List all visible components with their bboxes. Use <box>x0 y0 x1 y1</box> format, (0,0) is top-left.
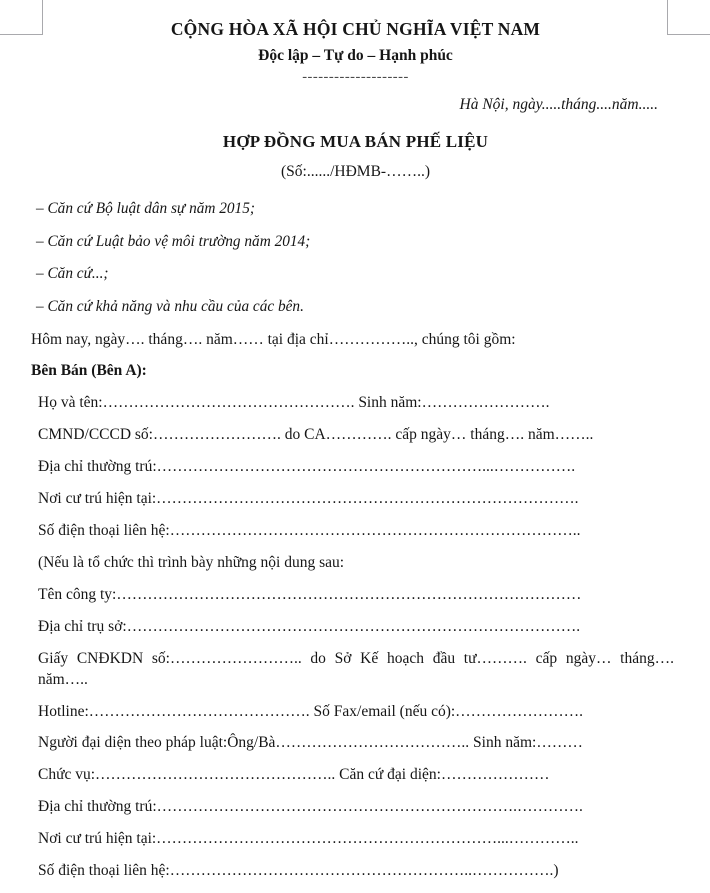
legal-basis-item: – Căn cứ Bộ luật dân sự năm 2015; <box>36 199 255 217</box>
intro-paragraph: Hôm nay, ngày…. tháng…. năm…… tại địa chỉ…………….., chúng tôi gồm: <box>31 330 516 348</box>
legal-representative-field: Người đại diện theo pháp luật:Ông/Bà……………………………….. Sinh năm:……… <box>38 734 583 752</box>
seller-permanent-address-field: Địa chỉ thường trú:………………………………………………………...……………. <box>38 458 576 476</box>
seller-current-residence-field: Nơi cư trú hiện tại:………………………………………………………………………. <box>38 490 579 508</box>
legal-basis-item: – Căn cứ Luật bảo vệ môi trường năm 2014; <box>36 232 311 250</box>
title-block <box>31 131 680 183</box>
organization-note: (Nếu là tổ chức thì trình bày những nội dung sau: <box>38 553 345 571</box>
seller-full-name-field: Họ và tên:…………………………………………. Sinh năm:……………………. <box>38 394 550 412</box>
company-headquarters-field: Địa chỉ trụ sở:……………………………………………………………………………. <box>38 617 581 635</box>
hotline-fax-field: Hotline:……………………………………. Số Fax/email (nếu có):……………………. <box>38 702 584 720</box>
representative-permanent-address-field: Địa chỉ thường trú:…………………………………………………………….…………. <box>38 798 583 816</box>
representative-position-field: Chức vụ:……………………………………….. Căn cứ đại diện:………………… <box>38 766 550 784</box>
place-and-date: Hà Nội, ngày.....tháng....năm..... <box>459 95 658 113</box>
representative-current-residence-field: Nơi cư trú hiện tại:…………………………………………………………...………….. <box>38 830 579 848</box>
seller-id-number-field: CMND/CCCD số:……………………. do CA…………. cấp ngày… tháng…. năm…….. <box>38 426 594 444</box>
contract-number: (Số:....../HĐMB-……..) <box>281 163 430 181</box>
legal-basis-item: – Căn cứ khả năng và nhu cầu của các bên. <box>36 297 304 315</box>
legal-basis-list <box>31 199 680 318</box>
legal-basis-item: – Căn cứ...; <box>36 265 109 283</box>
representative-phone-field: Số điện thoại liên hệ:…………………………………………………..…………….) <box>38 862 559 880</box>
seller-party-heading: Bên Bán (Bên A): <box>31 362 147 380</box>
business-license-field: Giấy CNĐKDN số:…………………….. do Sở Kế hoạch đầu tư………. cấp ngày… tháng…. năm….. <box>38 649 674 688</box>
national-title: CỘNG HÒA XÃ HỘI CHỦ NGHĨA VIỆT NAM <box>170 19 541 39</box>
company-name-field: Tên công ty:……………………………………………………………………………… <box>38 585 582 603</box>
seller-party-section <box>31 361 680 882</box>
header-separator: -------------------- <box>302 68 409 85</box>
contract-title: HỢP ĐỒNG MUA BÁN PHẾ LIỆU <box>222 132 489 152</box>
seller-phone-field: Số điện thoại liên hệ:…………………………………………………………………….. <box>38 522 581 540</box>
national-motto: Độc lập – Tự do – Hạnh phúc <box>258 46 453 64</box>
document-header <box>31 18 680 115</box>
